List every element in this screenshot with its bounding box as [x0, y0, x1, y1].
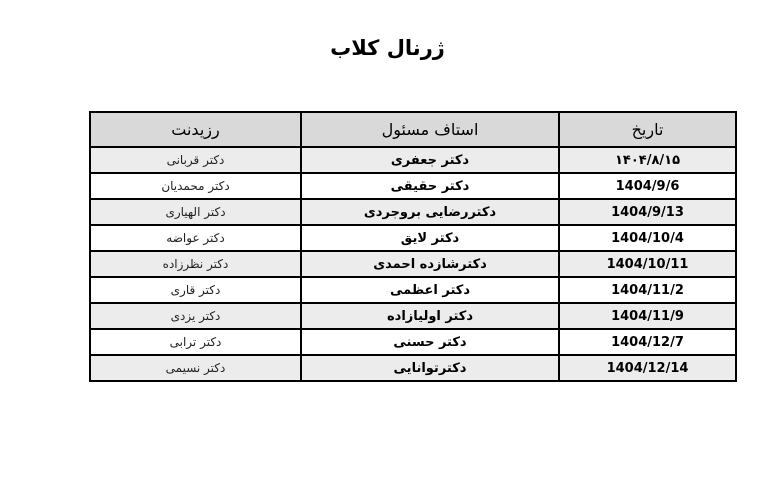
schedule-table — [89, 111, 737, 382]
cell-date: 1404/10/11 — [559, 251, 736, 277]
header-date: تاریخ — [559, 112, 736, 147]
cell-resident: دکتر الهیاری — [90, 199, 301, 225]
cell-resident: دکتر محمدیان — [90, 173, 301, 199]
cell-staff: دکتررضایی بروجردی — [301, 199, 559, 225]
cell-staff: دکترتوانایی — [301, 355, 559, 381]
cell-staff: دکتر حقیقی — [301, 173, 559, 199]
cell-date: 1404/11/9 — [559, 303, 736, 329]
cell-date: 1404/9/13 — [559, 199, 736, 225]
cell-resident: دکتر ترابی — [90, 329, 301, 355]
cell-date: 1404/12/14 — [559, 355, 736, 381]
cell-staff: دکترشازده احمدی — [301, 251, 559, 277]
cell-date: 1404/12/7 — [559, 329, 736, 355]
cell-staff: دکتر حسنی — [301, 329, 559, 355]
cell-staff: دکتر اعظمی — [301, 277, 559, 303]
table-row — [90, 303, 736, 329]
cell-resident: دکتر قربانی — [90, 147, 301, 173]
cell-staff: دکتر جعفری — [301, 147, 559, 173]
cell-resident: دکتر نسیمی — [90, 355, 301, 381]
table-row — [90, 173, 736, 199]
header-resident: رزیدنت — [90, 112, 301, 147]
cell-resident: دکتر نظرزاده — [90, 251, 301, 277]
cell-date: ۱۴۰۴/۸/۱۵ — [559, 147, 736, 173]
page-title: ژرنال کلاب — [330, 36, 445, 60]
cell-resident: دکتر قاری — [90, 277, 301, 303]
cell-date: 1404/9/6 — [559, 173, 736, 199]
table-row — [90, 251, 736, 277]
table-row — [90, 199, 736, 225]
cell-staff: دکتر اولیازاده — [301, 303, 559, 329]
cell-date: 1404/10/4 — [559, 225, 736, 251]
cell-staff: دکتر لایق — [301, 225, 559, 251]
table-header-row — [90, 112, 736, 147]
cell-date: 1404/11/2 — [559, 277, 736, 303]
header-staff: استاف مسئول — [301, 112, 559, 147]
schedule-table-container — [89, 111, 737, 382]
table-row — [90, 329, 736, 355]
table-row — [90, 355, 736, 381]
table-row — [90, 277, 736, 303]
cell-resident: دکتر عواضه — [90, 225, 301, 251]
table-row — [90, 225, 736, 251]
cell-resident: دکتر یزدی — [90, 303, 301, 329]
table-row — [90, 147, 736, 173]
